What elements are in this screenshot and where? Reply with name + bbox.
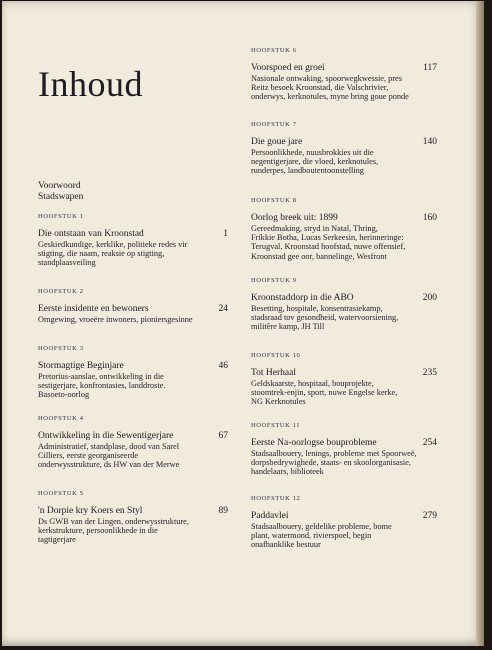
toc-entry bbox=[251, 47, 437, 102]
chapter-label: HOOFSTUK 8 bbox=[251, 197, 297, 204]
description-line: Stadsaalbouery, geldelike probleme, bome bbox=[251, 521, 392, 531]
toc-entry bbox=[251, 422, 437, 477]
chapter-heading bbox=[251, 438, 437, 449]
chapter-heading bbox=[38, 361, 228, 372]
description-line: stadsraad tov gesondheid, watervoorsiening, bbox=[251, 312, 399, 322]
chapter-heading bbox=[251, 63, 437, 74]
description-line: Geldskaarste, hospitaal, bouprojekte, bbox=[251, 378, 374, 388]
chapter-page-number: 67 bbox=[218, 431, 228, 441]
chapter-heading bbox=[251, 511, 437, 522]
chapter-label: HOOFSTUK 9 bbox=[251, 277, 297, 284]
chapter-title: 'n Dorpie kry Koers en Styl bbox=[38, 506, 143, 516]
chapter-label: HOOFSTUK 11 bbox=[251, 422, 301, 429]
chapter-title: Oorlog breek uit: 1899 bbox=[251, 213, 338, 223]
chapter-page-number: 1 bbox=[223, 229, 228, 239]
description-line: Pretorius-aanslae, ontwikkeling in die bbox=[38, 371, 164, 381]
chapter-title: Voorspoed en groei bbox=[251, 63, 325, 73]
chapter-heading bbox=[251, 293, 437, 304]
toc-entry bbox=[251, 277, 437, 332]
chapter-page-number: 140 bbox=[422, 137, 437, 147]
chapter-label: HOOFSTUK 7 bbox=[251, 121, 297, 128]
chapter-page-number: 89 bbox=[218, 506, 228, 516]
chapter-heading bbox=[251, 368, 437, 379]
description-line: onderwys, kerknotules, myne bring goue ponde bbox=[251, 92, 409, 102]
toc-entry bbox=[38, 345, 228, 400]
description-line: Ds GWB van der Lingen, onderwysstrukture, bbox=[38, 516, 189, 526]
description-line: Terugval, Kroonstad hoofstad, nuwe offensief, bbox=[251, 242, 406, 252]
description-line: onafhanklike bestuur bbox=[251, 540, 321, 550]
description-line: Omgewing, vroeëre inwoners, pioniersgesinne bbox=[38, 314, 193, 324]
chapter-description bbox=[251, 224, 437, 262]
description-line: Basoeto-oorlog bbox=[38, 390, 90, 400]
chapter-heading bbox=[38, 229, 228, 240]
description-line: runderpes, landboutentoonstelling bbox=[251, 166, 364, 176]
description-line: tagtigerjare bbox=[38, 535, 76, 545]
toc-entry bbox=[38, 288, 228, 324]
chapter-description bbox=[38, 240, 228, 268]
description-line: Nasionale ontwaking, spoorwegkwessie, pres bbox=[251, 73, 402, 83]
chapter-title: Tot Herhaal bbox=[251, 368, 296, 378]
intro-list bbox=[38, 181, 83, 202]
intro-item-foreword: Voorwoord bbox=[38, 181, 81, 191]
chapter-label: HOOFSTUK 6 bbox=[251, 47, 297, 54]
description-line: dorpsbedrywighede, staats- en skoolorganisasie, bbox=[251, 457, 411, 467]
chapter-page-number: 24 bbox=[218, 304, 228, 314]
chapter-page-number: 117 bbox=[423, 63, 437, 73]
description-line: Cilliers, eerste georganiseerde bbox=[38, 450, 139, 460]
description-line: onderwysstrukture, ds HW van der Merwe bbox=[38, 460, 180, 470]
description-line: sestigerjare, konfrontasies, landdroste. bbox=[38, 380, 166, 390]
description-line: negentigerjare, die vloed, kerknotules, bbox=[251, 156, 379, 166]
description-line: Besetting, hospitale, konsentrasiekamp, bbox=[251, 303, 383, 313]
chapter-title: Ontwikkeling in die Sewentigerjare bbox=[38, 431, 174, 441]
book-page bbox=[2, 1, 484, 646]
page-title: Inhoud bbox=[38, 64, 143, 104]
chapter-heading bbox=[38, 431, 228, 442]
toc-entry bbox=[251, 495, 437, 550]
chapter-description bbox=[251, 522, 437, 550]
chapter-page-number: 235 bbox=[422, 368, 437, 378]
chapter-label: HOOFSTUK 12 bbox=[251, 495, 301, 502]
chapter-label: HOOFSTUK 3 bbox=[38, 345, 84, 352]
chapter-description bbox=[38, 442, 228, 470]
toc-entry bbox=[251, 121, 437, 176]
chapter-title: Die goue jare bbox=[251, 137, 303, 147]
chapter-description bbox=[38, 315, 228, 324]
description-line: kerkstrukture, persoonlikhede in die bbox=[38, 525, 158, 535]
description-line: Geskiedkundige, kerklike, politieke redes vir bbox=[38, 239, 188, 249]
chapter-page-number: 200 bbox=[422, 293, 437, 303]
description-line: Kroonstad gee oor, bannelinge, Wesfront bbox=[251, 251, 387, 261]
chapter-heading bbox=[251, 213, 437, 224]
chapter-description bbox=[251, 449, 437, 477]
chapter-heading bbox=[251, 137, 437, 148]
chapter-title: Stormagtige Beginjare bbox=[38, 361, 124, 371]
description-line: standplaasveiling bbox=[38, 258, 96, 268]
chapter-page-number: 254 bbox=[422, 438, 437, 448]
chapter-description bbox=[251, 74, 437, 102]
chapter-label: HOOFSTUK 10 bbox=[251, 352, 301, 359]
description-line: Reitz besoek Kroonstad, die Valschrivier, bbox=[251, 82, 389, 92]
chapter-heading bbox=[38, 506, 228, 517]
chapter-heading bbox=[38, 304, 228, 315]
description-line: handelaars, biblioteek bbox=[251, 467, 324, 477]
chapter-page-number: 46 bbox=[218, 361, 228, 371]
chapter-label: HOOFSTUK 1 bbox=[38, 213, 84, 220]
chapter-description bbox=[251, 304, 437, 332]
chapter-label: HOOFSTUK 2 bbox=[38, 288, 84, 295]
toc-entry bbox=[38, 490, 228, 545]
chapter-label: HOOFSTUK 4 bbox=[38, 415, 84, 422]
toc-entry bbox=[38, 415, 228, 470]
chapter-description bbox=[251, 379, 437, 407]
chapter-title: Die ontstaan van Kroonstad bbox=[38, 229, 144, 239]
chapter-title: Kroonstaddorp in die ABO bbox=[251, 293, 354, 303]
description-line: Frikkie Botha, Lucas Serkeesin, herinneringe: bbox=[251, 232, 404, 242]
description-line: militêre kamp, JH Till bbox=[251, 322, 325, 332]
description-line: NG Kerknotules bbox=[251, 397, 306, 407]
chapter-description bbox=[38, 517, 228, 545]
page-edge bbox=[476, 1, 484, 646]
description-line: Persoonlikhede, nuusbrokkies uit die bbox=[251, 147, 374, 157]
toc-entry bbox=[38, 213, 228, 268]
description-line: stigting, die naam, reaksie op stigting, bbox=[38, 248, 165, 258]
chapter-title: Paddavlei bbox=[251, 511, 289, 521]
chapter-description bbox=[251, 148, 437, 176]
chapter-label: HOOFSTUK 5 bbox=[38, 490, 84, 497]
description-line: plant, watermond, rivierspoel, begin bbox=[251, 530, 372, 540]
description-line: stoomtrek-enjin, sport, nuwe Engelse kerke, bbox=[251, 387, 398, 397]
chapter-title: Eerste Na-oorlogse bouprobleme bbox=[251, 438, 377, 448]
description-line: Gereedmaking, stryd in Natal, Thring, bbox=[251, 223, 378, 233]
description-line: Administratief, standplase, dood van Sarel bbox=[38, 441, 180, 451]
chapter-page-number: 160 bbox=[422, 213, 437, 223]
toc-entry bbox=[251, 197, 437, 261]
chapter-page-number: 279 bbox=[422, 511, 437, 521]
chapter-description bbox=[38, 372, 228, 400]
chapter-title: Eerste insidente en bewoners bbox=[38, 304, 149, 314]
toc-entry bbox=[251, 352, 437, 407]
description-line: Stadsaalbouery, lenings, probleme met Spoorweë, bbox=[251, 448, 417, 458]
intro-item-coat-of-arms: Stadswapen bbox=[38, 191, 84, 202]
